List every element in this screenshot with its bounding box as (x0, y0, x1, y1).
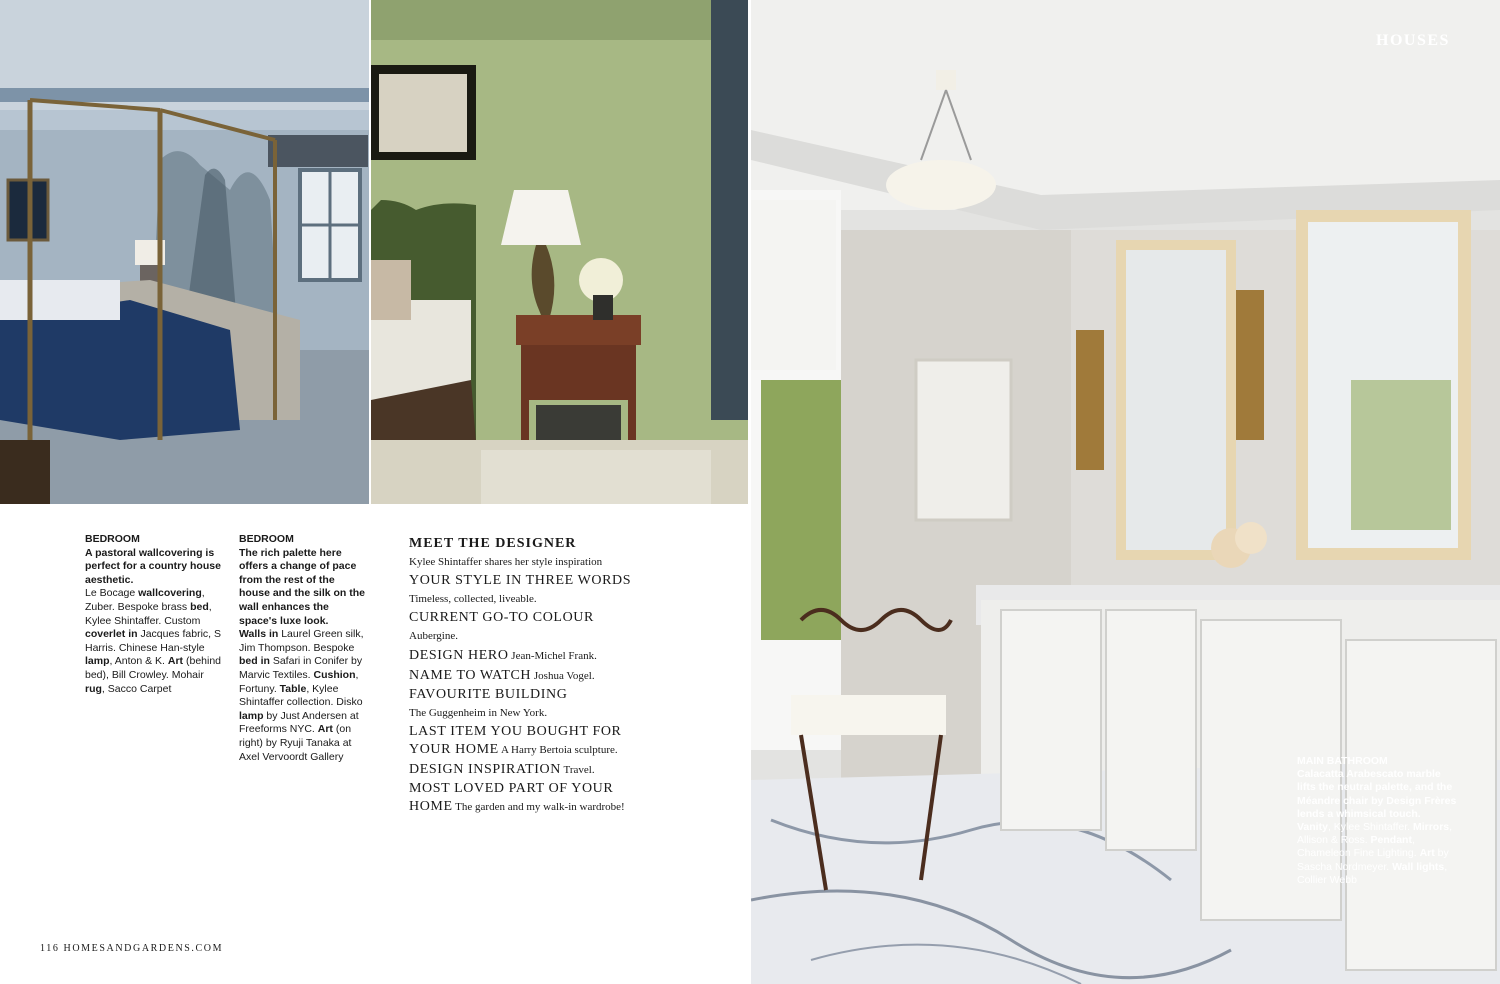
caption-text: Jacques fabric, S Harris. Chinese Han-style (85, 628, 221, 654)
caption-keyword: wallcovering (138, 587, 202, 600)
caption-keyword: bed in (239, 655, 270, 668)
designer-intro: Kylee Shintaffer shares her style inspiration (409, 556, 603, 568)
caption-text: , Kylee Shintaffer. Custom (85, 600, 212, 627)
caption-keyword: Cushion (313, 668, 356, 681)
bedroom-photo-blue (0, 0, 369, 504)
caption-keyword: Wall lights (1392, 860, 1445, 873)
caption-text: by Sascha Nordmeyer. (1297, 847, 1449, 873)
caption-text: , Sacco Carpet (101, 682, 172, 695)
question: MOST LOVED PART OF YOUR (409, 781, 614, 796)
caption-keyword: Walls in (239, 628, 279, 641)
caption-text: , Allison & Ross. (1297, 821, 1453, 847)
caption-text: Le Bocage (85, 587, 139, 600)
caption-text: (on right) by Ryuji Tanaka at Axel Vervoordt Gallery (239, 723, 352, 763)
caption-text: by Just Andersen at Freeforms NYC. (239, 709, 359, 736)
question: DESIGN INSPIRATION (409, 762, 561, 777)
section-label: HOUSES (1376, 32, 1450, 49)
question: LAST ITEM YOU BOUGHT FOR (409, 724, 622, 739)
caption-text: , Kylee Shintaffer. (1327, 821, 1413, 834)
bedroom-photo-green (371, 0, 748, 504)
designer-heading: MEET THE DESIGNER (409, 536, 577, 551)
caption-bathroom (1297, 755, 1457, 887)
caption-text: , Fortuny. (239, 668, 359, 695)
caption-keyword: lamp (239, 709, 264, 722)
answer: The Guggenheim in New York. (409, 707, 548, 719)
question: CURRENT GO-TO COLOUR (409, 610, 594, 625)
caption-text: , Zuber. Bespoke brass (85, 587, 205, 613)
caption-keyword: rug (85, 682, 102, 695)
caption-text: Laurel Green silk, Jim Thompson. Bespoke (239, 628, 364, 654)
meet-the-designer (409, 533, 709, 817)
answer: The garden and my walk-in wardrobe! (452, 801, 625, 813)
answer: Timeless, collected, liveable. (409, 593, 537, 605)
caption-keyword: Pendant (1370, 834, 1412, 847)
question: YOUR STYLE IN THREE WORDS (409, 573, 632, 588)
caption-title: MAIN BATHROOM (1297, 755, 1388, 767)
answer: A Harry Bertoia sculpture. (498, 744, 618, 756)
caption-lead: Calacatta Arabescato marble lifts the neutral palette, and the Méandre chair by Design Frères lends a whimsical touch. (1297, 768, 1457, 820)
caption-keyword: Art (317, 723, 333, 736)
question: YOUR HOME (409, 742, 499, 757)
caption-title: BEDROOM (239, 533, 294, 545)
caption-keyword: Art (1419, 847, 1435, 860)
caption-title: BEDROOM (85, 533, 140, 545)
answer: Travel. (560, 764, 595, 776)
caption-keyword: lamp (85, 655, 110, 668)
page-folio: 116 HOMESANDGARDENS.COM (40, 943, 224, 954)
question: DESIGN HERO (409, 648, 509, 663)
caption-keyword: Art (167, 655, 184, 668)
caption-keyword: Mirrors (1412, 821, 1450, 834)
caption-text: (behind bed), Bill Crowley. Mohair (85, 655, 222, 681)
caption-text: , Chameleon Fine Lighting. (1297, 834, 1420, 860)
caption-text: , Anton & K. (109, 655, 168, 668)
question: NAME TO WATCH (409, 668, 532, 683)
question: FAVOURITE BUILDING (409, 687, 568, 702)
caption-keyword: Table (279, 682, 307, 695)
caption-keyword: bed (190, 600, 209, 613)
caption-text: , Collier Webb (1297, 860, 1448, 886)
answer: Joshua Vogel. (531, 670, 595, 682)
caption-bedroom-1 (85, 533, 225, 696)
answer: Jean-Michel Frank. (508, 650, 597, 662)
answer: Aubergine. (409, 630, 458, 642)
caption-lead: A pastoral wallcovering is perfect for a country house aesthetic. (85, 546, 221, 586)
caption-keyword: coverlet in (85, 628, 138, 641)
question: HOME (409, 799, 453, 814)
caption-text: Safari in Conifer by Marvic Textiles. (239, 655, 363, 681)
caption-keyword: Vanity (1297, 821, 1328, 834)
caption-lead: The rich palette here offers a change of pace from the rest of the house and the silk on the wall enhances the space's luxe look. (239, 546, 366, 627)
caption-bedroom-2 (239, 533, 367, 764)
caption-text: , Kylee Shintaffer collection. Disko (239, 682, 363, 709)
